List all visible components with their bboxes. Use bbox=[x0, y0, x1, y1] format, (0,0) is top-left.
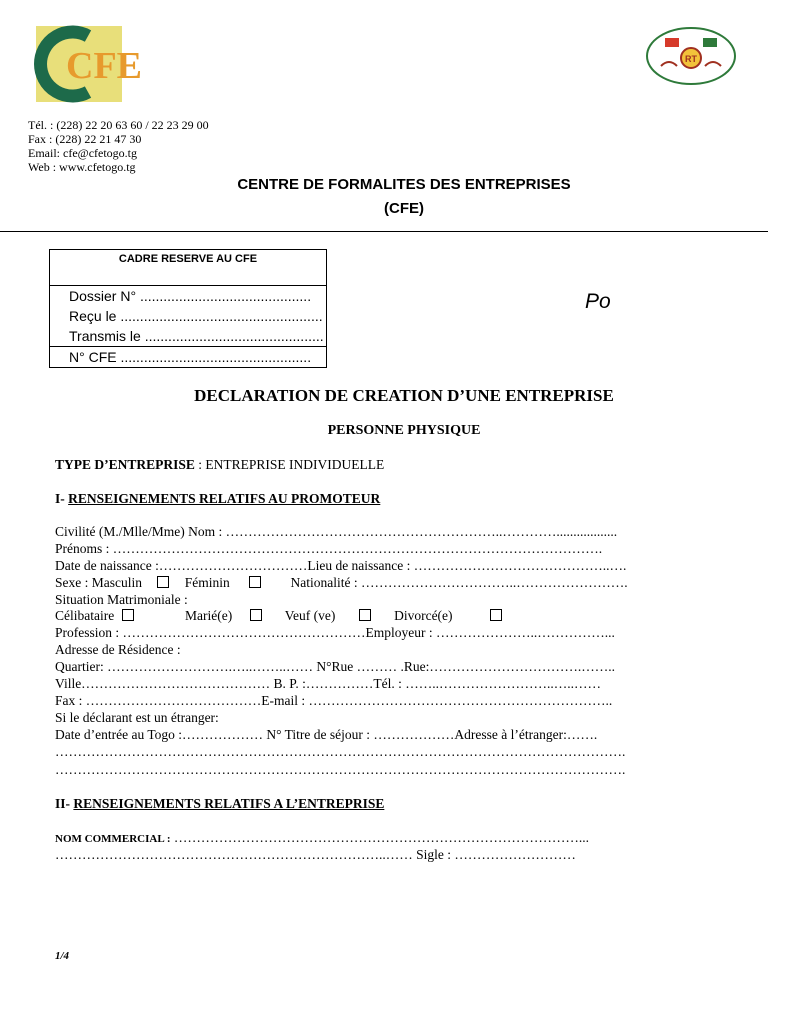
situation-row bbox=[55, 607, 506, 624]
header-divider bbox=[0, 231, 768, 232]
veuf-checkbox[interactable] bbox=[359, 609, 371, 621]
etranger-label: Si le déclarant est un étranger: bbox=[55, 710, 219, 725]
contact-fax: Fax : (228) 22 21 47 30 bbox=[28, 132, 142, 146]
sexe-label: Sexe : Masculin bbox=[55, 575, 142, 590]
declaration-subtitle: PERSONNE PHYSIQUE bbox=[327, 423, 481, 438]
section2-title: RENSEIGNEMENTS RELATIFS A L’ENTREPRISE bbox=[73, 796, 385, 811]
field-dots-line-1[interactable]: ………………………………………………………………………………………………………………. bbox=[55, 744, 626, 759]
feminin-label: Féminin bbox=[184, 575, 230, 590]
nom-commercial-dots: ………………………………………………………………………………... bbox=[170, 830, 589, 845]
field-quartier[interactable]: Quartier: ……………………….…..……..…… N°Rue ……… .Rue:…………………………….…….. bbox=[55, 659, 615, 674]
divorce-label: Divorcé(e) bbox=[394, 608, 453, 623]
cfe-logo-text: CFE bbox=[66, 45, 142, 87]
contact-block bbox=[28, 118, 209, 174]
nom-commercial-label: NOM COMMERCIAL : bbox=[55, 833, 171, 845]
declaration-title: DECLARATION DE CREATION D’UNE ENTREPRISE bbox=[194, 386, 614, 405]
cadre-heading: CADRE RESERVE AU CFE bbox=[50, 250, 326, 286]
field-prenoms[interactable]: Prénoms : ………………………………………………………………………………………………. bbox=[55, 541, 603, 556]
type-entreprise-row bbox=[55, 456, 384, 473]
cadre-ncfe: N° CFE ................................................. bbox=[69, 349, 312, 365]
contact-web: Web : www.cfetogo.tg bbox=[28, 160, 136, 174]
cadre-recu: Reçu le .................................................... bbox=[69, 308, 323, 324]
cadre-divider bbox=[50, 346, 326, 347]
field-naissance[interactable]: Date de naissance :……………………………Lieu de naissance : ……………………………………..…. bbox=[55, 558, 627, 573]
field-nationalite[interactable]: Nationalité : ……………………………..……………………. bbox=[290, 575, 628, 590]
field-sigle[interactable]: ………………………………………………………………..…… Sigle : ……………………… bbox=[55, 847, 576, 862]
cfe-logo bbox=[36, 26, 142, 102]
section2-number: II- bbox=[55, 796, 74, 811]
section1-title: RENSEIGNEMENTS RELATIFS AU PROMOTEUR bbox=[68, 491, 381, 506]
po-mark: Po bbox=[585, 290, 611, 313]
type-entreprise-value: : ENTREPRISE INDIVIDUELLE bbox=[194, 457, 385, 472]
cadre-dossier: Dossier N° ............................................ bbox=[69, 288, 312, 304]
org-title: CENTRE DE FORMALITES DES ENTREPRISES bbox=[237, 176, 571, 193]
veuf-label: Veuf (ve) bbox=[284, 608, 336, 623]
situation-label: Situation Matrimoniale : bbox=[55, 592, 188, 607]
field-entree[interactable]: Date d’entrée au Togo :……………… N° Titre de séjour : ………………Adresse à l’étranger:……. bbox=[55, 727, 598, 742]
section1-heading bbox=[55, 490, 380, 507]
org-acronym: (CFE) bbox=[384, 200, 424, 217]
type-entreprise-label: TYPE D’ENTREPRISE bbox=[55, 457, 195, 472]
celibataire-checkbox[interactable] bbox=[122, 609, 134, 621]
field-profession[interactable]: Profession : ………………………………………………Employeur : …………………..……………... bbox=[55, 625, 615, 640]
field-ville[interactable]: Ville…………………………………… B. P. :……………Tél. : ……..……………………..…..…… bbox=[55, 676, 601, 691]
section2-heading bbox=[55, 795, 384, 812]
divorce-checkbox[interactable] bbox=[490, 609, 502, 621]
feminin-checkbox[interactable] bbox=[249, 576, 261, 588]
section1-number: I- bbox=[55, 491, 69, 506]
field-dots-line-2[interactable]: ………………………………………………………………………………………………………………. bbox=[55, 762, 626, 777]
page-number: 1/4 bbox=[55, 950, 70, 962]
field-fax-email[interactable]: Fax : …………………………………E-mail : ………………………………………………………….. bbox=[55, 693, 613, 708]
marie-checkbox[interactable] bbox=[250, 609, 262, 621]
field-civilite[interactable]: Civilité (M./Mlle/Mme) Nom : ……………………………………………………..………….................. bbox=[55, 524, 618, 539]
cadre-reserve-box bbox=[49, 249, 327, 368]
sexe-row bbox=[55, 574, 628, 591]
contact-email: Email: cfe@cfetogo.tg bbox=[28, 146, 138, 160]
contact-tel: Tél. : (228) 22 20 63 60 / 22 23 29 00 bbox=[28, 118, 209, 132]
cadre-transmis: Transmis le .............................................. bbox=[69, 328, 324, 344]
togo-seal-icon bbox=[645, 26, 737, 86]
adresse-label: Adresse de Résidence : bbox=[55, 642, 181, 657]
celibataire-label: Célibataire bbox=[55, 608, 115, 623]
seal-text: RT bbox=[685, 54, 697, 64]
masculin-checkbox[interactable] bbox=[157, 576, 169, 588]
marie-label: Marié(e) bbox=[184, 608, 233, 623]
